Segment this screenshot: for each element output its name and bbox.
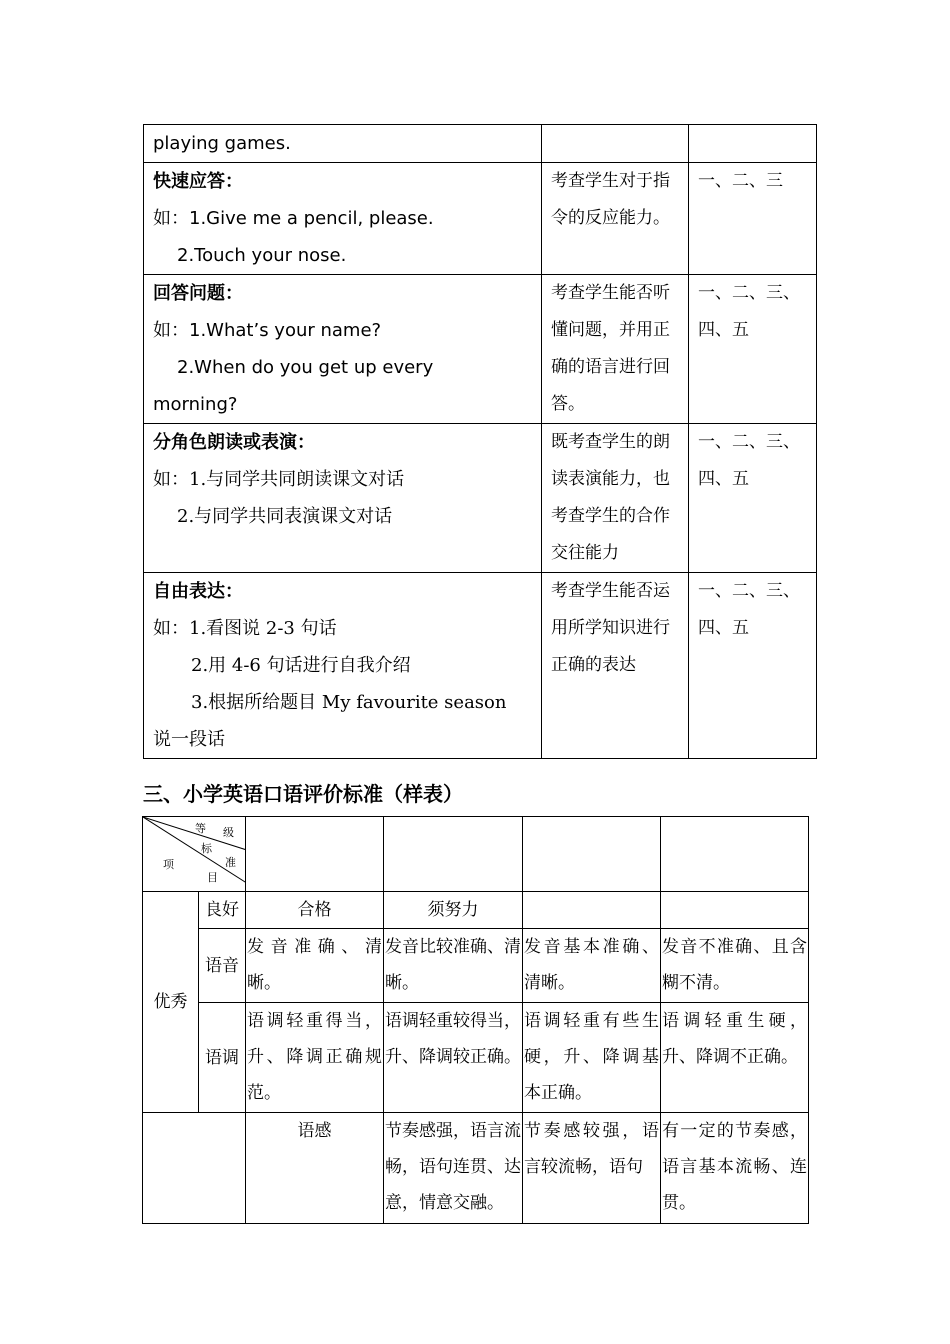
standard-cell: 有一定的节奏感，语言基本流畅、连贯。 <box>661 1113 809 1224</box>
table-row <box>143 817 809 892</box>
standard-cell: 发音比较准确、清晰。 <box>384 929 523 1003</box>
grade-label: 良好 <box>199 892 246 929</box>
item-label: 语调 <box>199 1003 246 1113</box>
standard-cell: 语调轻重生硬，升、降调不正确。 <box>661 1003 809 1113</box>
table-row <box>144 275 817 424</box>
purpose-cell: 考查学生对于指令的反应能力。 <box>542 163 689 275</box>
standard-cell: 节奏感较强，语言较流畅，语句 <box>523 1113 661 1224</box>
activity-example: 2.When do you get up every <box>177 357 434 378</box>
grades-cell: 一、二、三 <box>689 163 817 275</box>
grades-cell: 一、二、三、四、五 <box>689 573 817 759</box>
activity-example: 2.Touch your nose. <box>177 245 347 266</box>
grades-cell: 一、二、三、四、五 <box>689 275 817 424</box>
activity-example: 如：1.What’s your name? <box>153 320 382 341</box>
activity-example: 3.根据所给题目 My favourite season <box>191 692 507 713</box>
standard-cell: 节奏感强，语言流畅，语句连贯、达意，情意交融。 <box>384 1113 523 1224</box>
table-row <box>143 1003 809 1113</box>
table-row <box>144 573 817 759</box>
activity-title: 自由表达： <box>153 581 243 602</box>
table-row <box>143 929 809 1003</box>
diag-label: 标 <box>201 842 212 855</box>
activity-title: 快速应答： <box>153 171 243 192</box>
activity-example: 说一段话 <box>153 729 225 750</box>
standard-cell: 语调轻重有些生硬，升、降调基本正确。 <box>523 1003 661 1113</box>
section-heading: 三、小学英语口语评价标准（样表） <box>143 782 463 806</box>
table-row <box>144 125 817 163</box>
group-label: 优秀 <box>143 892 199 1113</box>
standard-cell: 发音准确、清晰。 <box>246 929 384 1003</box>
activity-example: 如：1.与同学共同朗读课文对话 <box>153 469 405 490</box>
diagonal-header-cell <box>143 817 246 892</box>
standard-cell: 语调轻重得当，升、降调正确规范。 <box>246 1003 384 1113</box>
diag-label: 准 <box>225 856 236 869</box>
table-row <box>144 424 817 573</box>
grade-label: 合格 <box>246 892 384 929</box>
purpose-cell: 既考查学生的朗读表演能力，也考查学生的合作交往能力 <box>542 424 689 573</box>
activity-example: morning? <box>153 394 238 415</box>
table-row <box>143 1113 809 1224</box>
activity-title: 分角色朗读或表演： <box>153 432 315 453</box>
table-row <box>143 892 809 929</box>
activity-title: 回答问题： <box>153 283 243 304</box>
purpose-cell: 考查学生能否运用所学知识进行正确的表达 <box>542 573 689 759</box>
activity-text: playing games. <box>153 133 291 154</box>
item-label: 语音 <box>199 929 246 1003</box>
activity-example: 如：1.Give me a pencil, please. <box>153 208 434 229</box>
standard-cell: 发音不准确、且含糊不清。 <box>661 929 809 1003</box>
grades-cell: 一、二、三、四、五 <box>689 424 817 573</box>
standard-cell: 语调轻重较得当，升、降调较正确。 <box>384 1003 523 1113</box>
evaluation-table <box>142 816 809 1224</box>
diag-label: 等 <box>195 822 206 835</box>
item-label: 语感 <box>246 1113 384 1224</box>
grade-label: 须努力 <box>384 892 523 929</box>
table-row <box>144 163 817 275</box>
standard-cell: 发音基本准确、清晰。 <box>523 929 661 1003</box>
activity-example: 2.用 4-6 句话进行自我介绍 <box>191 655 411 676</box>
activity-example: 2.与同学共同表演课文对话 <box>177 506 393 527</box>
diag-label: 级 <box>223 826 234 839</box>
purpose-cell: 考查学生能否听懂问题，并用正确的语言进行回答。 <box>542 275 689 424</box>
diag-label: 项 <box>163 858 174 871</box>
activity-example: 如：1.看图说 2-3 句话 <box>153 618 337 639</box>
diag-label: 目 <box>207 871 218 884</box>
activity-table <box>143 124 817 759</box>
